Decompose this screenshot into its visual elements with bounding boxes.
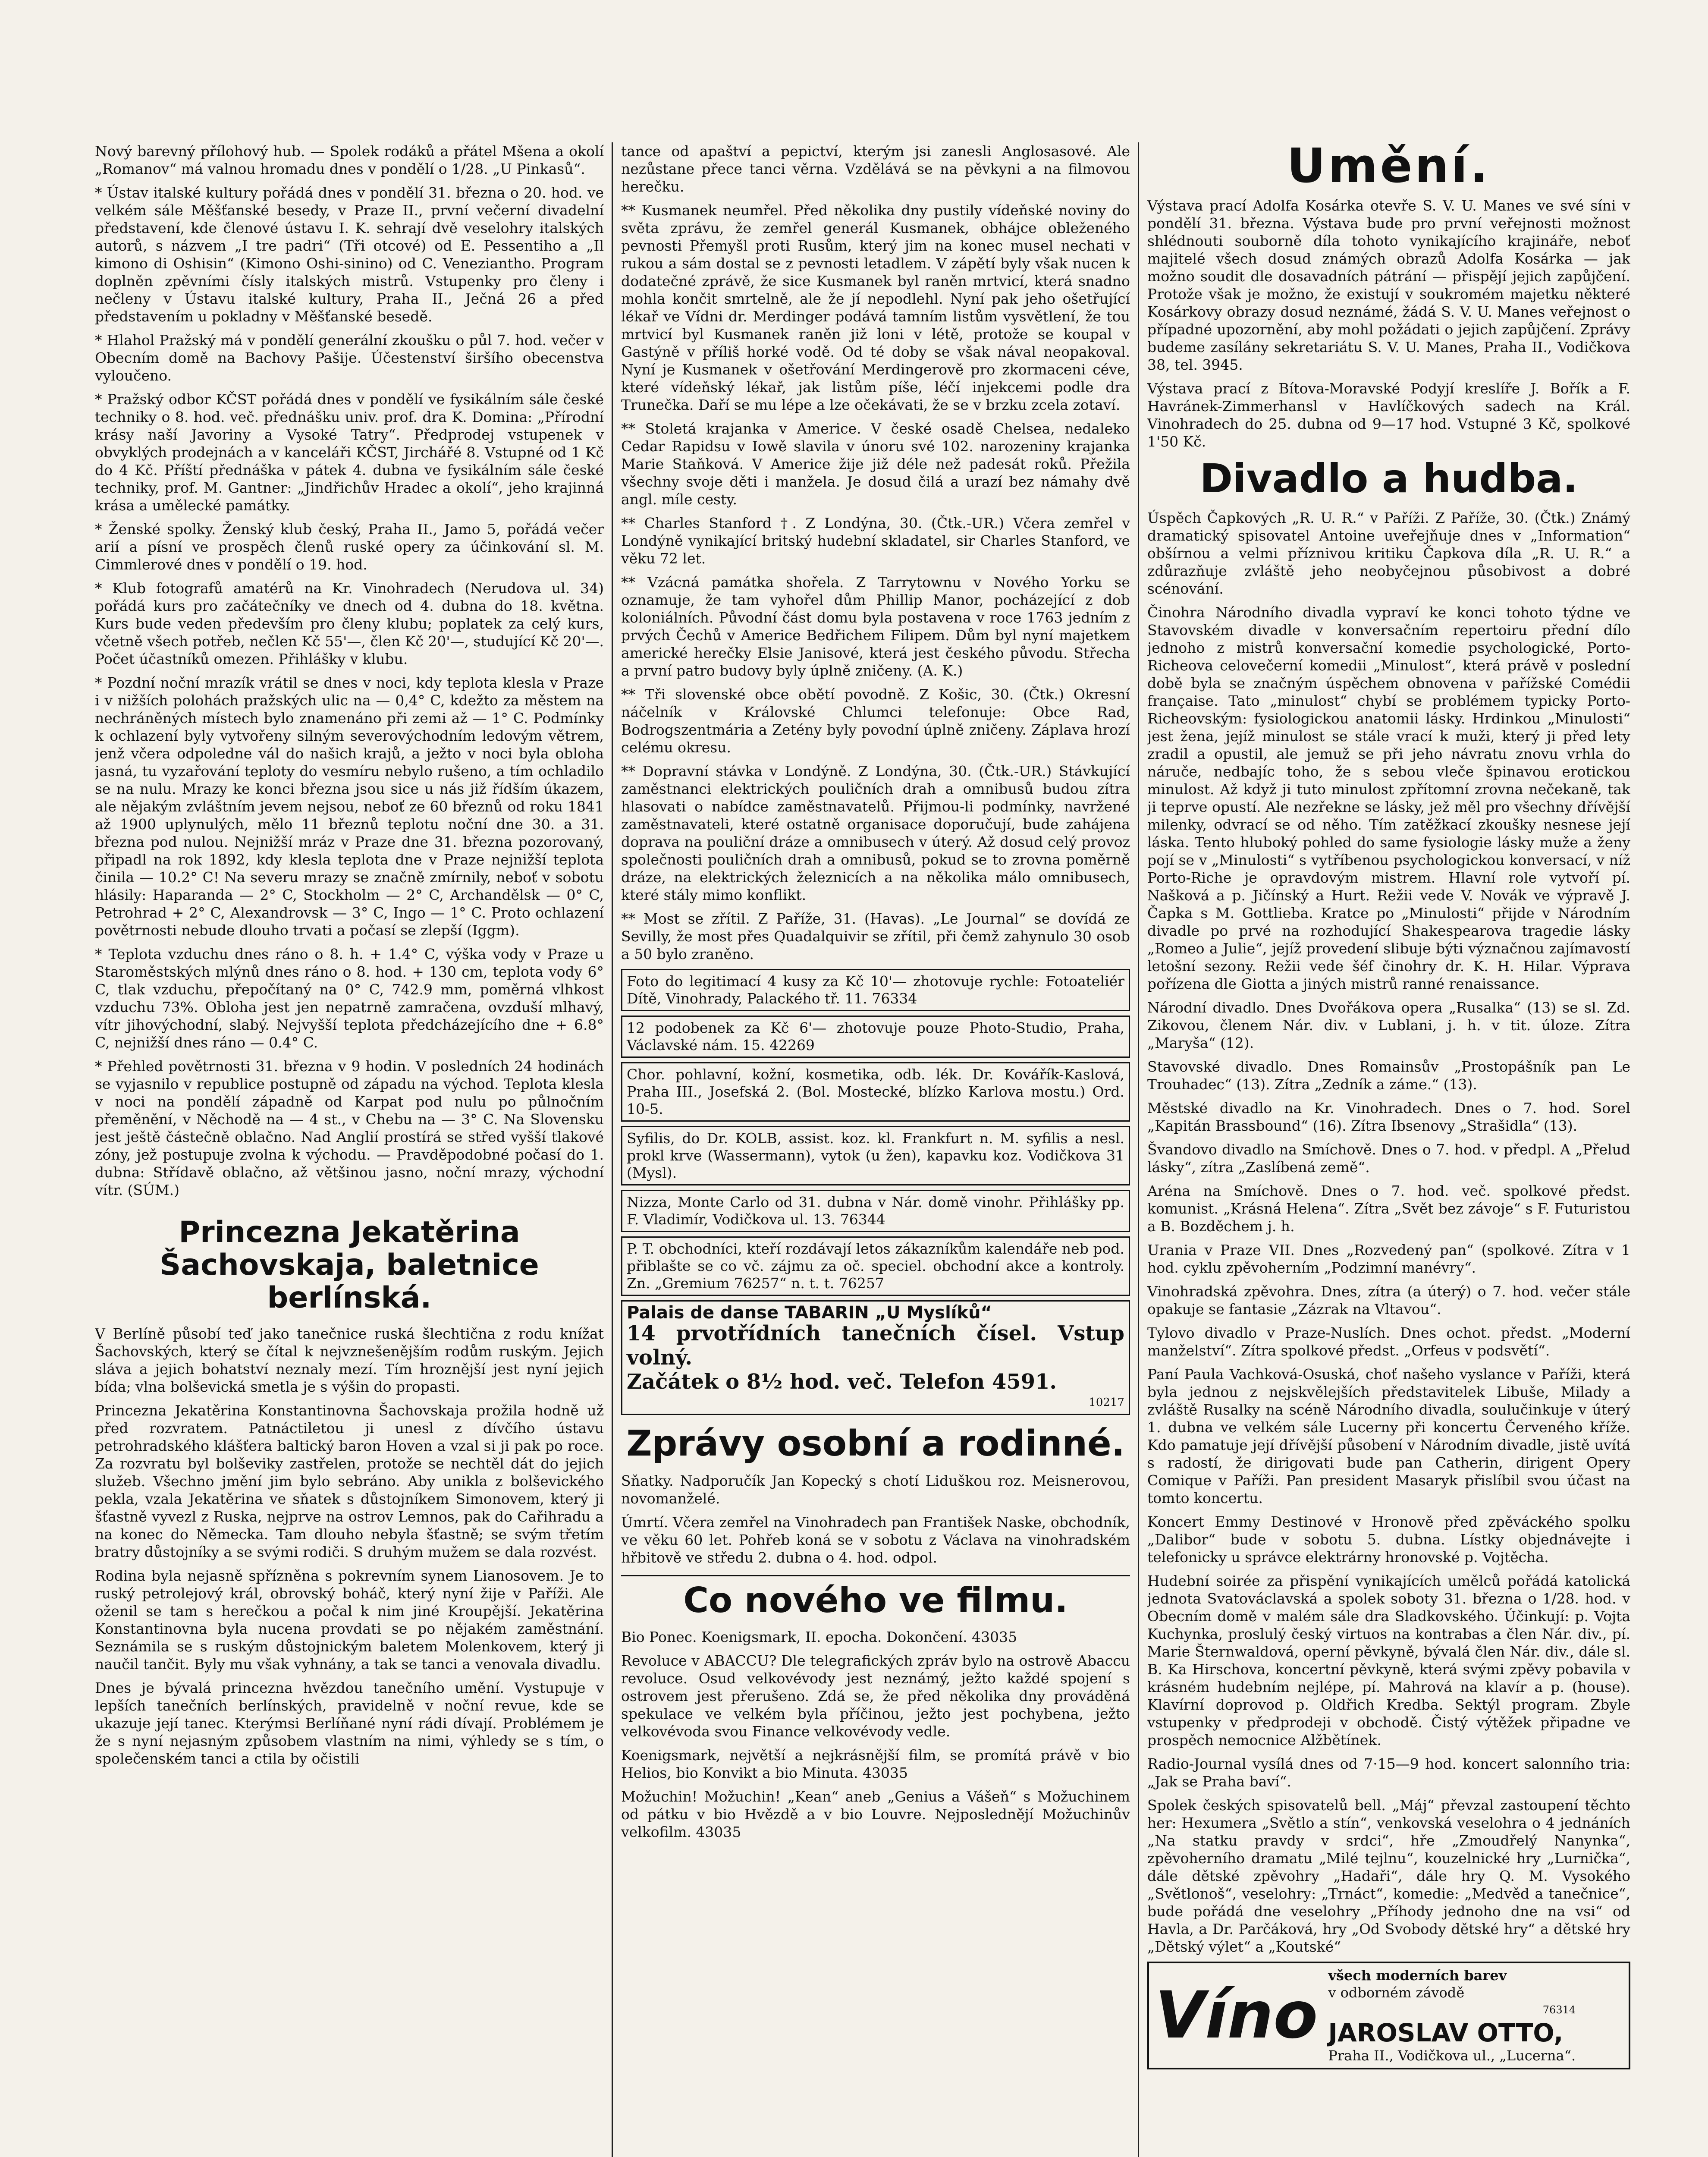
news-item: Nový barevný přílohový hub. — Spolek rodáků a přátel Mšena a okolí „Romanov“ má valnou hromadu dnes v pondělí o 1/28. „U Pinkasů“. — [95, 143, 604, 177]
film-item: Možuchin! Možuchin! „Kean“ aneb „Genius a Vášeň“ s Možuchinem od pátku v bio Hvězdě a v bio Louvre. Nejposlednějí Možuchinův velkofilm. 43035 — [621, 1788, 1130, 1840]
column-left — [95, 142, 604, 2157]
vino-name: JAROSLAV OTTO, — [1328, 2018, 1564, 2047]
zpravy-items — [621, 1472, 1130, 1566]
article-headline: Princezna Jekatěrina Šachovskaja, baletnice berlínská. — [160, 1215, 539, 1315]
news-item: * Teplota vzduchu dnes ráno o 8. h. + 1.4° C, výška vody v Praze u Staroměstských mlýnů dnes ráno o 8. hod. + 130 cm, teplota vody 6° C, tlak vzduchu, přepočítaný na 0° C, 742.9 mm, poměrná vlhkost vzduchu 73%. Obloha jest jen nepatrně zamračena, ovzduší mlhavý, vítr jihovýchodní, slabý. Nejvyšší teplota předcházejícího dne + 6.8° C, nejnižší dnes ráno — 0.4° C. — [95, 946, 604, 1051]
column-rule — [612, 142, 613, 2157]
umeni-items — [1147, 197, 1630, 450]
film-item: Koenigsmark, největší a nejkrásnější film, se promítá právě v bio Helios, bio Konvikt a bio Minuta. 43035 — [621, 1747, 1130, 1781]
divadlo-item: Hudební soirée za přispění vynikajících umělců pořádá katolická jednota Svatováclavská a spolek soboty 31. března o 1/28. hod. v Obecním domě v malém sále dra Sladkovského. Účinkují: p. Vojta Kuchynka, proslulý český virtuos na kontrabas a člen Nár. div., pí. Marie Šternwaldová, operní pěvkyně, bývalá člen Nár. div., dále sl. B. Ka Hirschova, koncertní pěvkyně, která svými zpěvy pobavila v krásném hudebním nejlépe, pí. Mahrová na klavír a p. (house). Klavírní doprovod p. Oldřich Kredba. Sektýl program. Zbyle vstupenky v předprodeji v obchodě. Čistý výtěžek připadne ve prospěch nemocnice Alžbětínek. — [1147, 1572, 1630, 1748]
vino-ad — [1147, 1962, 1630, 2069]
divadlo-item: Úspěch Čapkových „R. U. R.“ v Paříži. Z Paříže, 30. (Čtk.) Známý dramatický spisovatel Antoine uveřejňuje dnes v „Information“ obšírnou a velmi příznivou kritiku Čapkova díla „R. U. R.“ a zdůrazňuje zvláště jeho neobyčejnou působivost a dobré scénování. — [1147, 509, 1630, 597]
news-item: ** Dopravní stávka v Londýně. Z Londýna, 30. (Čtk.-UR.) Stávkující zaměstnanci elektrických pouličních drah a omnibusů budou zítra hlasovati o nabídce zaměstnavatelů. Přijmou-li podmínky, navržené zaměstnavateli, které ostatně organisace doporučují, bude zahájena doprava na pouliční dráze a omnibusech v úterý. Až dosud celý provoz společnosti pouličních drah a omnibusů, pokud se to zrovna poměrně dráze, na elektrických železnicích a na několika málo omnibusech, které stály mimo konflikt. — [621, 763, 1130, 903]
article-paragraph: V Berlíně působí teď jako tanečnice ruská šlechtična z rodu knížat Šachovských, který se čítal k nejvznešenějším rodům ruským. Jejich sláva a jejich bohatství neznaly mezí. Tím hroznější jest nyní jejich bída; vlna bolševická smetla je s výšin do propasti. — [95, 1325, 604, 1395]
news-items-left — [95, 142, 604, 1199]
article-paragraph: Dnes je bývalá princezna hvězdou tanečního umění. Vystupuje v lepších tanečních berlínských, pravidelně v noční revue, kde se ukazuje její tanec. Kterýmsi Berlíňané nyní rádi dívají. Problémem je že s nyní nejasným způsobem vlastním na nimi, výhledy se s tím, o společenském tanci a ctila by očistili — [95, 1679, 604, 1767]
news-item: * Přehled povětrnosti 31. března v 9 hodin. V posledních 24 hodinách se vyjasnilo v republice postupně od západu na východ. Teplota klesla v noci na pondělí západně od Karpat pod nulu po půlnočním přeměnění, v Něchodě na — 4 st., v Chebu na — 3° C. Na Slovensku jest ještě částečně oblačno. Nad Anglií prostírá se střed vyšší tlakové zóny, jež postupuje zvolna k východu. — Pravděpodobné počasí do 1. dubna: Střídavě oblačno, až většinou jasno, noční mrazy, východní vítr. (SÚM.) — [95, 1058, 604, 1198]
column-rule — [1138, 142, 1139, 2157]
news-item: * Ženské spolky. Ženský klub český, Praha II., Jamo 5, pořádá večer arií a písní ve prospěch členů ruské opery za účinkování sl. M. Cimmlerové dnes v pondělí o 19. hod. — [95, 521, 604, 573]
divadlo-item: Spolek českých spisovatelů bell. „Máj“ převzal zastoupení těchto her: Hexumera „Světlo a stín“, venkovská veselohra o 4 jednáních „Na statku pravdy v srdci“, hře „Zmoudřelý Nanynka“, zpěvoherního dramatu „Milé tejlnu“, kouzelnické hry „Lurnička“, dále dětské zpěvohry „Hadaři“, dále hry Q. M. Vysokého „Světlonoš“, veselohry: „Trnáct“, komedie: „Medvěd a tanečnice“, bude pořádá dne veselohry „Příhody jednoho dne na vsi“ od Havla, a Dr. Parčáková, hry „Od Svobody dětské hry“ a dětské hry „Dětský výlet“ a „Koutské“ — [1147, 1797, 1630, 1955]
article-body — [95, 1325, 604, 1767]
news-item: ** Charles Stanford †. Z Londýna, 30. (Čtk.-UR.) Včera zemřel v Londýně vynikající britský hudební skladatel, sir Charles Stanford, ve věku 72 let. — [621, 515, 1130, 567]
news-item: ** Stoletá krajanka v Americe. V české osadě Chelsea, nedaleko Cedar Rapidsu v Iowě slavila v únoru své 102. narozeniny krajanka Marie Staňková. V Americe žije již déle než padesát roků. Přežila všechny svoje děti i manžela. Je dosud čilá a urazí bez námahy dvě angl. míle cesty. — [621, 420, 1130, 508]
column-middle — [621, 142, 1130, 2157]
news-items-middle — [621, 142, 1130, 963]
vino-word: Víno — [1155, 1978, 1318, 2053]
zpravy-title: Zprávy osobní a rodinné. — [626, 1423, 1125, 1464]
divadlo-item: Stavovské divadlo. Dnes Romainsův „Prostopášník pan Le Trouhadec“ (13). Zítra „Zedník a záme.“ (13). — [1147, 1058, 1630, 1093]
film-item: Bio Ponec. Koenigsmark, II. epocha. Dokončení. 43035 — [621, 1629, 1017, 1645]
tabarin-title: Palais de danse TABARIN „U Myslíků“ — [627, 1303, 992, 1323]
vino-code: 76314 — [1542, 2004, 1576, 2016]
divadlo-item: Radio-Journal vysílá dnes od 7·15—9 hod. koncert salonního tria: „Jak se Praha baví“. — [1147, 1755, 1630, 1790]
zpravy-item: Úmrtí. Včera zemřel na Vinohradech pan František Naske, obchodník, ve věku 60 let. Pohřeb koná se v sobotu z Václava na vinohradském hřbitově ve středu 2. dubna o 4. hod. odpol. — [621, 1514, 1130, 1566]
divadlo-title: Divadlo a hudba. — [1199, 456, 1578, 502]
divadlo-item: Koncert Emmy Destinové v Hronově před zpěváckého spolku „Dalibor“ bude v sobotu 5. dubna. Lístky objednávejte i telefonicky u správce elektrárny hronovské p. Vojtěcha. — [1147, 1513, 1630, 1566]
divadlo-items — [1147, 509, 1630, 1956]
news-item: ** Kusmanek neumřel. Před několika dny pustily vídeňské noviny do světa zprávu, že zemřel generál Kusmanek, obhájce obleženého pevnosti Přemyšl proti Rusům, který jim na konec musel nechati v rukou a sám dostal se z pevnosti letadlem. V zápětí byly však nucen k dodatečné zprávě, že sice Kusmanek byl raněn mrtvicí, která snadno mohla končit smrtelně, ale že jí nepodlehl. Nyní pak jeho ošetřující lékař ve Vídni dr. Merdinger podává tamním listům vysvětlení, že tou mrtvicí byl Kusmanek raněn již loni v létě, protože se koupal v Gastýně v příliš horké vodě. Od té doby se však nával neopakoval. Nyní je Kusmanek v ošetřování Merdingerově pro zkormaceni céve, které vídeňský lékař, jak listům píše, léčí injekcemi podle dra Trunečka. Daří se mu lépe a lze očekávati, že se v brzku zcela zotaví. — [621, 202, 1130, 413]
divadlo-item: Paní Paula Vachková-Osuská, choť našeho vyslance v Paříži, která byla jednou z nejskvělejších představitelek Libuše, Milady a zvláště Rusalky na scéně Národního divadla, soulučinkuje v úterý 1. dubna ve velkém sále Lucerny při koncertu Červeného kříže. Kdo pamatuje její dřívější působení v Národním divadle, jistě uvítá s radostí, že dirigovati bude pan Catherin, dirigent Opery Comique v Paříži. Pan president Masaryk přislíbil svou účast na tomto koncertu. — [1147, 1366, 1630, 1506]
news-item: * Pozdní noční mrazík vrátil se dnes v noci, kdy teplota klesla v Praze i v nižších polohách pražských ulic na — 0,4° C, kdežto za městem na nechráněných místech bylo znamenáno při zemi až — 1° C. Podmínky k ochlazení byly vytvořeny silným severovýchodním ledovým větrem, jenž včera odpoledne vál do našich krajů, a ježto v noci byla obloha jasná, tu vyzařování teploty do vesmíru nebylo rušeno, a tím ochladilo se na nulu. Mrazy ke konci března jsou sice u nás již řídším úkazem, ale nějakým zvláštním jevem nejsou, neboť ze 60 březnů od roku 1841 až 1900 uplynulých, mělo 11 březnů teplotu noční dne 30. a 31. března pod nulou. Nejnižší mráz v Praze dne 31. března pozorovaný, připadl na rok 1892, kdy klesla teplota dne v Praze nejnižší teplota činila — 10.2° C! Na severu mrazy se značně zmírnily, neboť v sobotu hlásily: Haparanda — 2° C, Stockholm — 2° C, Archandělsk — 0° C, Petrohrad + 2° C, Alexandrovsk — 3° C, Ingo — 1° C. Proto ochlazení povětrnosti nebude dlouho trvati a počasí se zlepší (Iggm). — [95, 674, 604, 939]
divadlo-item: Vinohradská zpěvohra. Dnes, zítra (a úterý) o 7. hod. večer stále opakuje se fantasie „Zázrak na Vltavou“. — [1147, 1283, 1630, 1317]
classified-ad: Chor. pohlavní, kožní, kosmetika, odb. lék. Dr. Kovářík-Kaslová, Praha III., Josefská 2. (Bol. Mostecké, blízko Karlova mostu.) Ord. 10-5. — [621, 1062, 1130, 1122]
divadlo-item: Urania v Praze VII. Dnes „Rozvedený pan“ (spolkové. Zítra v 1 hod. cyklu zpěvoherním „Podzimní manévry“. — [1147, 1242, 1630, 1276]
divadlo-item: Městské divadlo na Kr. Vinohradech. Dnes o 7. hod. Sorel „Kapitán Brassbound“ (16). Zítra Ibsenovy „Strašidla“ (13). — [1147, 1100, 1630, 1134]
tabarin-code: 10217 — [1089, 1396, 1124, 1409]
classified-ad: P. T. obchodníci, kteří rozdávají letos zákazníkům kalendáře neb pod. přiblašte se co vč. zájmu za oč. speciel. obchodní akce a kontroly. Zn. „Gremium 76257“ n. t. t. 76257 — [621, 1236, 1130, 1296]
tabarin-line2: Začátek o 8½ hod. več. Telefon 4591. — [627, 1370, 1057, 1394]
news-item: * Ústav italské kultury pořádá dnes v pondělí 31. března o 20. hod. ve velkém sále Měšťanské besedy, v Praze II., první večerní divadelní představení, kde členové ústavu I. K. sehrají dvě veselohry italských autorů, s názvem „I tre padri“ (Tři otcové) od E. Pessentiho a „Il kimono di Oshisin“ (Kimono Oshi-sinino) od C. Veneziantho. Program doplněn zpěvními čísly italských mistrů. Vstupenky pro členy i nečleny v Ústavu italské kultury, Praha II., Ječná 26 a před představením u pokladny v Měšťanské besedě. — [95, 184, 604, 325]
classified-ad: Foto do legitimací 4 kusy za Kč 10'— zhotovuje rychle: Fotoateliér Dítě, Vinohrady, Palackého tř. 11. 76334 — [621, 969, 1130, 1011]
vino-line1: všech moderních barev — [1328, 1967, 1507, 1984]
divadlo-item: Švandovo divadlo na Smíchově. Dnes o 7. hod. v předpl. A „Přelud lásky“, zítra „Zaslíbená země“. — [1147, 1141, 1630, 1176]
film-title: Co nového ve filmu. — [621, 1575, 1130, 1620]
vino-line2: v odborném závodě — [1328, 1984, 1465, 2001]
classified-ad: Syfilis, do Dr. KOLB, assist. koz. kl. Frankfurt n. M. syfilis a nesl. prokl krve (Wassermann), vytok (u žen), kapavku koz. Vodičkova 31 (Mysl). — [621, 1126, 1130, 1185]
article-paragraph: Princezna Jekatěrina Konstantinovna Šachovskaja prožila hodně už před rozvratem. Patnáctiletou ji unesl z dívčího ústavu petrohradského klášťera baltický baron Hoven a vzal si ji pak po roce. Za rozvratu byl bolševiky zastřelen, protože se nechtěl dát do jejich služeb. Všechno jmění jim bylo sebráno. Aby unikla z bolševického pekla, vzala Jekatěrina ve sňatek s důstojníkem Simonovem, který ji šťastně vyvezl z Ruska, nejprve na ostrov Lemnos, pak do Cařihradu a na konec do Německa. Tam dlouho nebyla šťastně; se svým třetím bratry důstojníky a se svými rodiči. S druhým mužem se dala rozvést. — [95, 1402, 604, 1560]
vino-text — [1328, 1967, 1576, 2064]
zpravy-item: Sňatky. Nadporučík Jan Kopecký s chotí Liduškou roz. Meisnerovou, novomanželé. — [621, 1472, 1130, 1507]
tabarin-ad — [621, 1300, 1130, 1415]
film-items — [621, 1628, 1130, 1841]
divadlo-item: Tylovo divadlo v Praze-Nuslích. Dnes ochot. předst. „Moderní manželství“. Zítra spolkové předst. „Orfeus v podsvětí“. — [1147, 1324, 1630, 1359]
news-item: * Pražský odbor KČST pořádá dnes v pondělí ve fysikálním sále české techniky o 8. hod. več. přednášku univ. prof. dra K. Domina: „Přírodní krásy naší Javoriny a Vysoké Tatry“. Předprodej vstupenek v obvyklých prodejnách a v kanceláři KČST, Jirchářé 8. Vstupné od 1 Kč do 4 Kč. Příští přednáška v pátek 4. dubna ve fysikálním sále české techniky, prof. M. Gantner: „Jindřichův Hradec a okolí“, jeho krajinná krása a umělecké památky. — [95, 391, 604, 514]
umeni-item: Výstava prací z Bítova-Moravské Podyjí kreslíře J. Bořík a F. Havránek-Zimmerhansl v Havlíčkových sadech na Král. Vinohradech do 25. dubna od 9—17 hod. Vstupné 3 Kč, spolkové 1'50 Kč. — [1147, 380, 1630, 450]
film-item: Revoluce v ABACCU? Dle telegrafických zpráv bylo na ostrově Abaccu revoluce. Osud velkovévody jest neznámý, ježto každé spojení s ostrovem jest přerušeno. Zdá se, že před několika dny prováděná spekulace ve velkém byla příčinou, ježto jest pochybena, ježto velkovévoda svou Finance velkovévody vedle. — [621, 1652, 1130, 1740]
news-item: tance od apaštví a pepictví, kterým jsi zanesli Anglosasové. Ale nezůstane přece tanci věrna. Vzdělává se na pěvkyni a na filmovou herečku. — [621, 143, 1130, 195]
classified-ad: Nizza, Monte Carlo od 31. dubna v Nár. domě vinohr. Přihlášky pp. F. Vladimír, Vodičkova ul. 13. 76344 — [621, 1190, 1130, 1232]
divadlo-item: Národní divadlo. Dnes Dvořákova opera „Rusalka“ (13) se sl. Zd. Zikovou, členem Nár. div. v Lublani, j. h. v tit. úloze. Zítra „Maryša“ (12). — [1147, 999, 1630, 1051]
article-paragraph: Rodina byla nejasně spřízněna s pokrevním synem Lianosovem. Je to ruský petrolejový král, obrovský boháč, který nyní žije v Paříži. Ale oženil se tam s herečkou a počal k nim jiné Kroupější. Jekatěrina Konstantinovna byla nucena provdati se po nějakém zaměstnání. Seznámila se s ruským důstojnickým baletem Molenkovem, který ji naučil tančit. Byly mu však vyhnány, a tak se tanci a venovala divadlu. — [95, 1567, 604, 1673]
classified-ad: 12 podobenek za Kč 6'— zhotovuje pouze Photo-Studio, Praha, Václavské nám. 15. 42269 — [621, 1016, 1130, 1058]
umeni-item: Výstava prací Adolfa Kosárka otevře S. V. U. Manes ve své síni v pondělí 31. března. Výstava bude pro první veřejnosti možnost shlédnouti souborně díla tohoto vynikajícího krajináře, neboť majitelé všech dosud známých obrazů Adolfa Kosárka — jak možno soudit dle dosavadních pátrání — přispějí jejich zapůjčení. Protože však je možno, že existují v soukromém majetku některé Kosárkovy obrazy dosud neznámé, žádá S. V. U. Manes veřejnost o případné upozornění, aby mohl požádati o jejich zapůjčení. Zprávy budeme zasílány sekretariátu S. V. U. Manes, Praha II., Vodičkova 38, tel. 3945. — [1147, 197, 1630, 373]
vino-address: Praha II., Vodičkova ul., „Lucerna“. — [1328, 2047, 1576, 2064]
news-item: ** Tři slovenské obce obětí povodně. Z Košic, 30. (Čtk.) Okresní náčelník v Královské Chlumci telefonuje: Obce Rad, Bodrogszentmária a Zetény byly povodní úplně zničeny. Záplava hrozí celému okresu. — [621, 686, 1130, 756]
news-item: * Hlahol Pražský má v pondělí generální zkoušku o půl 7. hod. večer v Obecním domě na Bachovy Pašije. Účestenství širšího obecenstva vyloučeno. — [95, 332, 604, 384]
divadlo-item: Aréna na Smíchově. Dnes o 7. hod. več. spolkové předst. komunist. „Krásná Helena“. Zítra „Svět bez závoje“ s F. Futuristou a B. Bozděchem j. h. — [1147, 1182, 1630, 1235]
divadlo-item: Činohra Národního divadla vypraví ke konci tohoto týdne ve Stavovském divadle v konversačním repertoiru přední dílo jednoho z mistrů konversační komedie psychologické, Porto-Richeova celovečerní komedii „Minulost“, která právě v poslední době byla se značným úspěchem obnovena v pařížské Comédii française. Tato „minulost“ chybí se problémem typicky Porto-Richeovským: fysiologickou anatomii lásky. Hrdinkou „Minulosti“ jest žena, jejíž minulost se stále vrací k muži, který ji před lety zradil a opustil, ale jemuž se při jeho návratu znovu vrhla do náruče, nedbajíc toho, že s sebou vleče špinavou erotickou minulost. Až když ji tuto minulost zpřítomní zrovna nečekaně, tak ji teprve opustí. Ale nezřekne se lásky, jež měl pro všechny dřívější milenky, odvrací se od něho. Tím zatěžkací zkoušky nesnese její láska. Tento hluboký pohled do same fysiologie lásky muže a ženy pojí se v „Minulosti“ s vytříbenou psychologickou konversací, v níž Porto-Riche je opravdovým mistrem. Hlavní role vytvoří pí. Našková a p. Jičínský a Hurt. Režii vede V. Novák ve výpravě J. Čapka s M. Gottlieba. Kratce po „Minulosti“ přijde v Národním divadle po prvé na rozhodující Shakespearova tragedie lásky „Romeo a Julie“, jejíž provedení slibuje býti význačnou zajímavostí letošní sezony. Režii vede šéf činohry dr. K. H. Hilar. Výprava pořízena dle Giotta a jiných mistrů ranné renaissance. — [1147, 604, 1630, 992]
news-item: ** Most se zřítil. Z Paříže, 31. (Havas). „Le Journal“ se dovídá ze Sevilly, že most přes Quadalquivir se zřítil, při čemž zahynulo 30 osob a 50 bylo zraněno. — [621, 910, 1130, 962]
tabarin-line1: 14 prvotřídních tanečních čísel. Vstup volný. — [627, 1321, 1124, 1370]
umeni-title: Umění. — [1287, 142, 1491, 193]
classified-ads — [621, 969, 1130, 1296]
news-item: * Klub fotografů amatérů na Kr. Vinohradech (Nerudova ul. 34) pořádá kurs pro začátečníky ve dnech od 4. dubna do 18. května. Kurs bude veden především pro členy klubu; poplatek za celý kurs, včetně všech potřeb, nečlen Kč 55'—, člen Kč 20'—, studující Kč 20'—. Počet účastníků omezen. Přihlášky v klubu. — [95, 580, 604, 667]
column-right — [1147, 142, 1630, 2157]
news-item: ** Vzácná památka shořela. Z Tarrytownu v Nového Yorku se oznamuje, že tam vyhořel dům Phillip Manor, pocházející z dob koloniálních. Původní část domu byla postavena v roce 1763 jedním z prvých Čechů v Americe Bedřichem Filipem. Dům byl nyní majetkem americké herečky Elsie Janisové, která jest českého původu. Střecha a první patro budovy byly úplně zničeny. (A. K.) — [621, 574, 1130, 679]
